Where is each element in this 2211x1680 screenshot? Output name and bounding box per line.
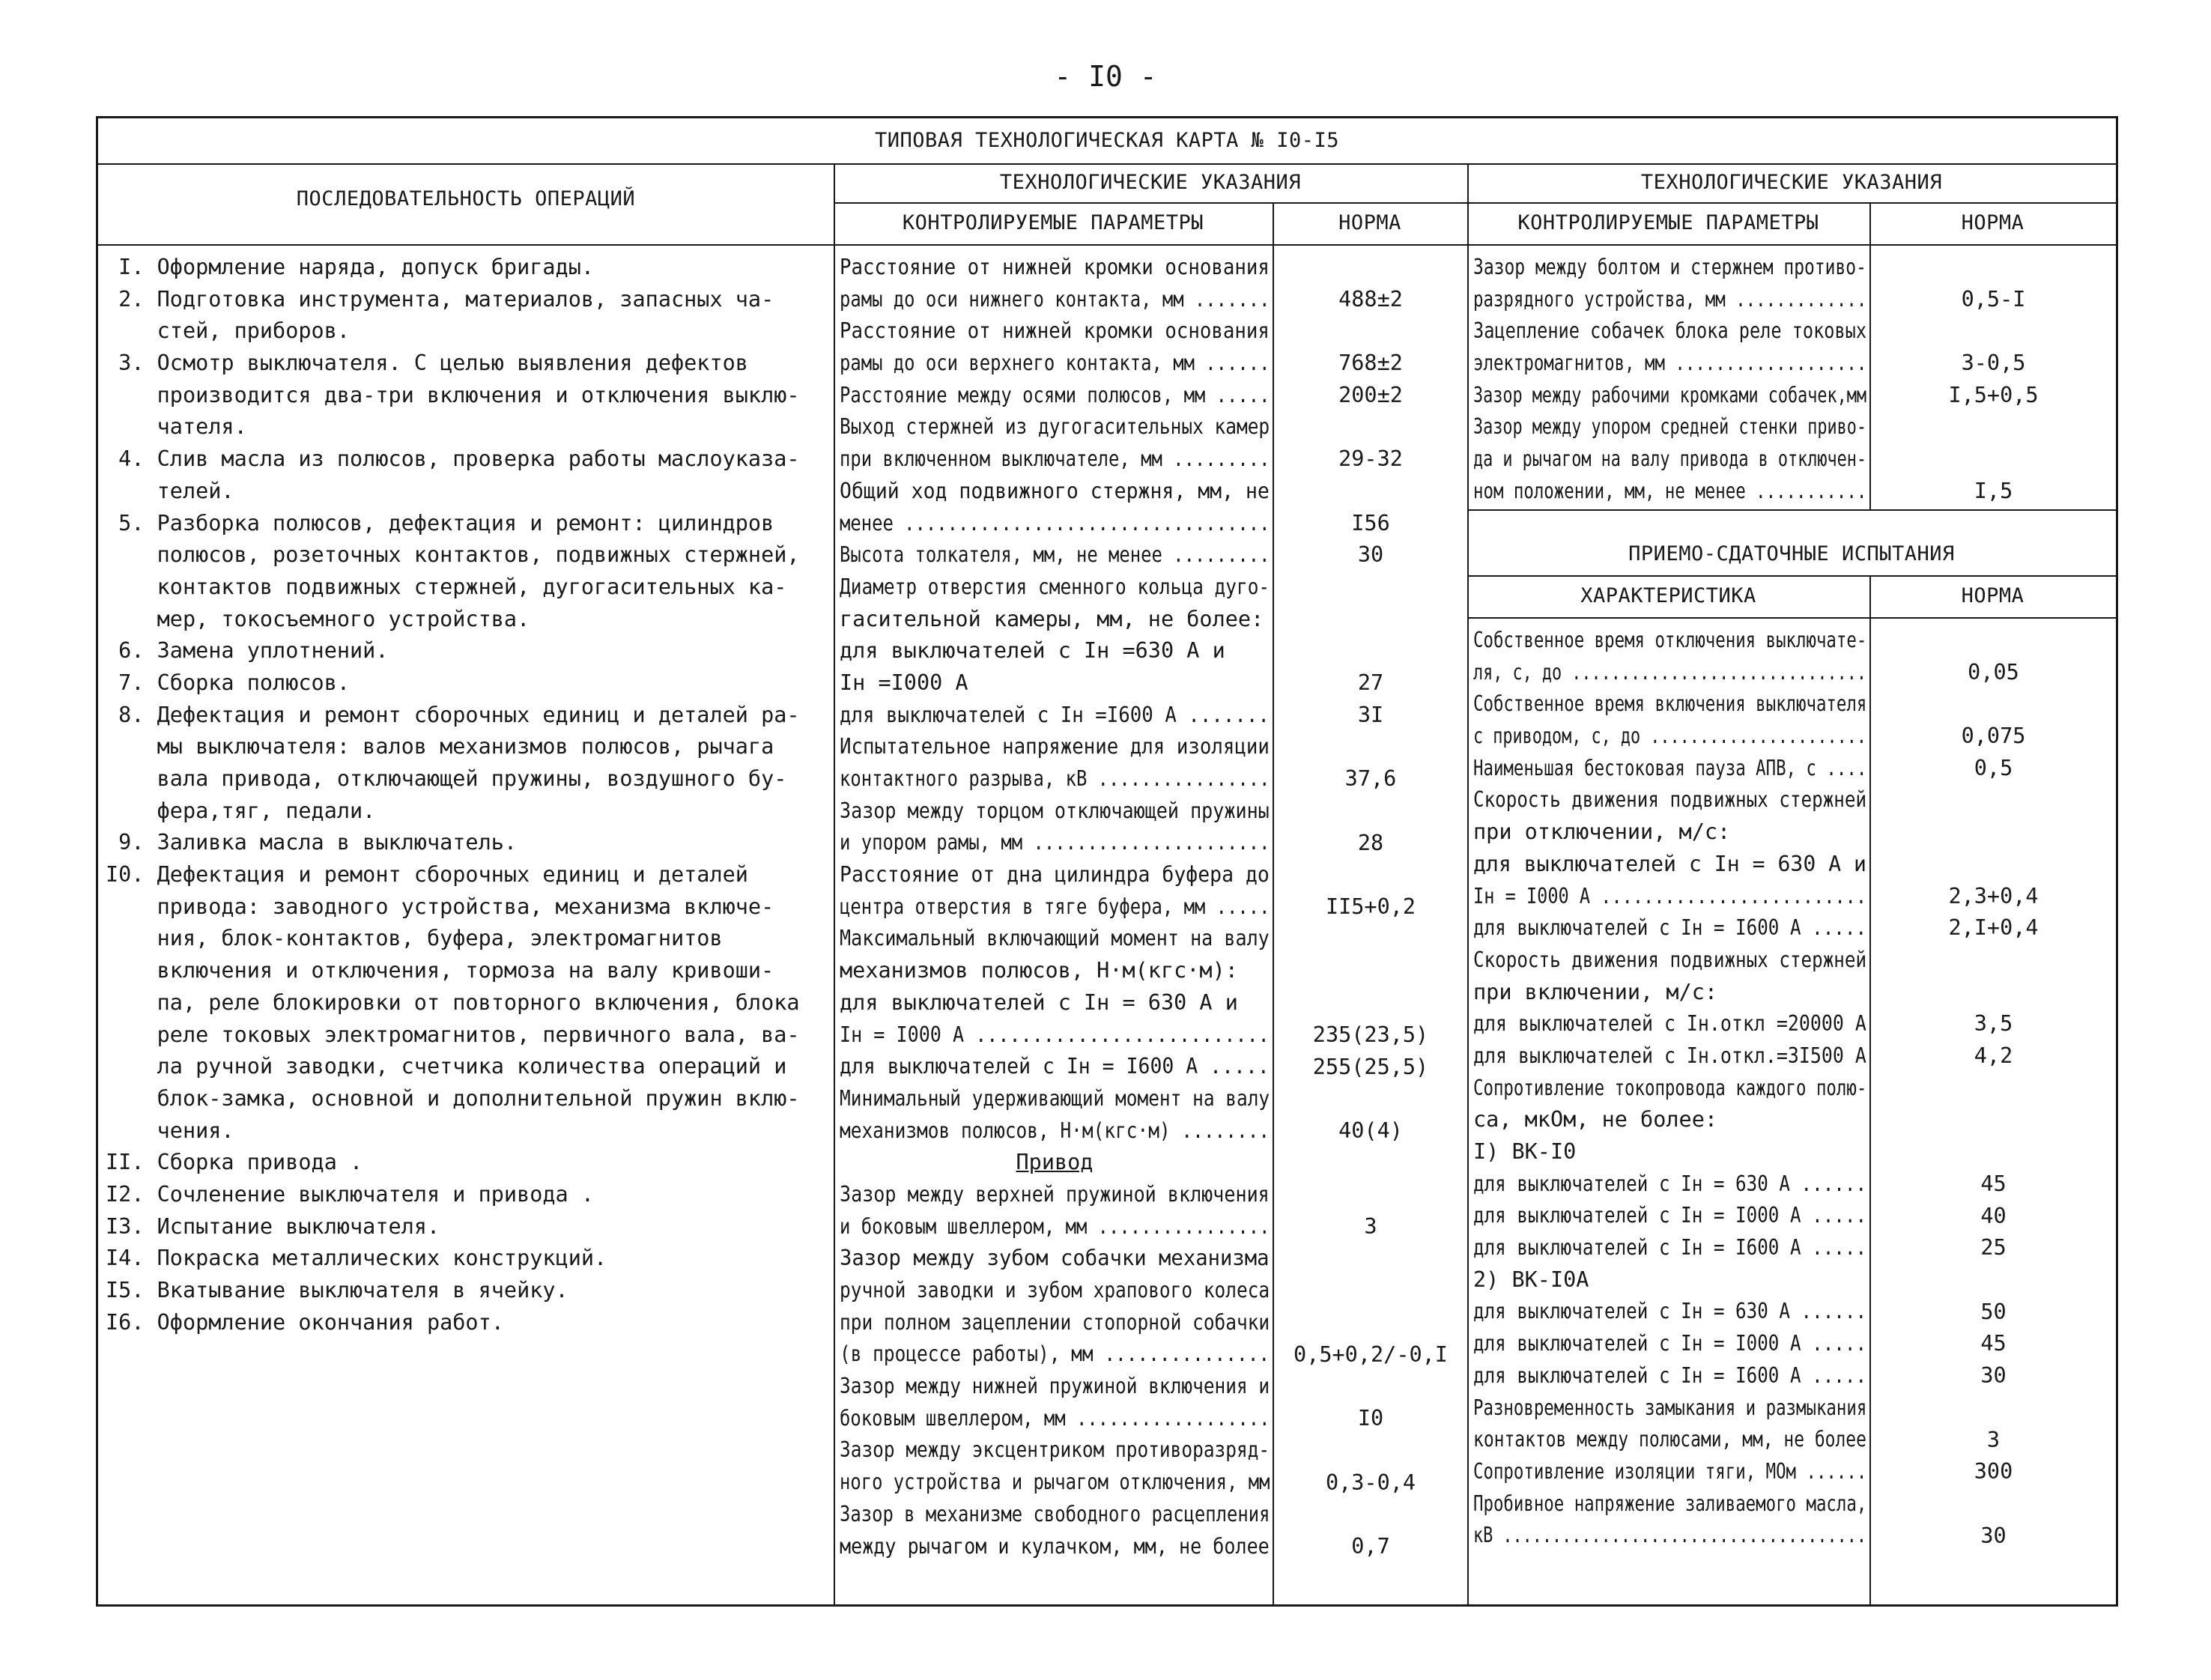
param-text-content: Испытательное напряжение для изоляции (840, 734, 1270, 759)
param-text-content: при включении, м/с: (1473, 979, 1718, 1004)
rule-tests-header-bottom (1467, 617, 2116, 619)
param-text (840, 315, 1270, 348)
rule-subheader-top (834, 202, 2116, 204)
header-tech-instructions-right: ТЕХНОЛОГИЧЕСКИЕ УКАЗАНИЯ (1640, 171, 1943, 194)
param-text-content: для выключателей с Iн =630 А и (840, 638, 1225, 664)
operation-line: I5. Вкатывание выключателя в ячейку. (106, 1278, 568, 1303)
operation-line: I6. Оформление окончания работ. (106, 1309, 504, 1335)
param-norm: 27 (1357, 670, 1384, 696)
param-text (1473, 315, 1866, 348)
operation-line: блок-замка, основной и дополнительной пружин вклю- (106, 1085, 800, 1111)
header-controlled-params-right: КОНТРОЛИРУЕМЫЕ ПАРАМЕТРЫ (1517, 211, 1819, 234)
param-text-content: Зацепление собачек блока реле токовых (1473, 318, 1867, 344)
param-text-content: ля, с, до .............................. (1473, 659, 1867, 685)
operation-line: фера,тяг, педали. (106, 798, 376, 823)
param-norm: 4,2 (1974, 1043, 2013, 1069)
params-left-list (840, 252, 1270, 1562)
param-text (840, 1083, 1270, 1115)
param-text-content: Сопротивление изоляции тяги, МОм ...... (1473, 1458, 1867, 1484)
param-text (1473, 1328, 1866, 1360)
param-text-content: Iн = I000 А .......................... (840, 1022, 1270, 1047)
param-text-content: для выключателей с Iн = I000 А ..... (1473, 1203, 1867, 1228)
param-text-content: Максимальный включающий момент на валу (840, 926, 1270, 951)
param-text (1473, 816, 1866, 849)
param-text-content: для выключателей с Iн = 630 А ...... (1473, 1299, 1867, 1324)
param-norm: 200±2 (1338, 382, 1403, 407)
param-text (840, 604, 1270, 636)
param-text (840, 284, 1270, 316)
param-text (1473, 657, 1866, 689)
param-text (1473, 1392, 1866, 1425)
rule-col-norm-left (1273, 202, 1274, 1606)
param-norm: 30 (1980, 1523, 2007, 1548)
param-text (840, 859, 1270, 891)
param-text-content: гасительной камеры, мм, не более: (840, 606, 1264, 631)
param-text-content: при полном зацеплении стопорной собачки (840, 1309, 1270, 1335)
param-text-content: для выключателей с Iн = I600 А ..... (1473, 1362, 1867, 1388)
param-text (840, 508, 1270, 540)
param-text (1473, 1488, 1866, 1520)
tests-list (1473, 625, 1866, 1552)
param-text (1473, 1168, 1866, 1201)
param-text-content: I) ВК-I0 (1473, 1139, 1577, 1164)
param-text (1473, 849, 1866, 881)
param-norm: 3I (1357, 702, 1384, 727)
operation-line: 7. Сборка полюсов. (106, 670, 351, 695)
param-norm: 40(4) (1338, 1118, 1403, 1143)
param-norm: 768±2 (1338, 351, 1403, 376)
operation-line: ния, блок-контактов, буфера, электромагнитов (106, 926, 723, 951)
operation-line: стей, приборов. (106, 318, 351, 344)
operation-line: па, реле блокировки от повторного включения, блока (106, 989, 800, 1015)
param-norm: 3,5 (1974, 1011, 2013, 1037)
param-norm: 2,3+0,4 (1948, 883, 2039, 909)
header-controlled-params-left: КОНТРОЛИРУЕМЫЕ ПАРАМЕТРЫ (902, 211, 1204, 234)
param-norm: 50 (1980, 1299, 2007, 1324)
header-acceptance-tests: ПРИЕМО-СДАТОЧНЫЕ ИСПЫТАНИЯ (1628, 542, 1955, 565)
param-text-content: для выключателей с Iн = I600 А ..... (840, 1054, 1270, 1079)
param-text (1473, 476, 1866, 508)
operation-line: чения. (106, 1118, 234, 1143)
param-text-content: Зазор в механизме свободного расцепления (840, 1501, 1270, 1526)
param-norm: 30 (1357, 542, 1384, 568)
param-text (840, 667, 1270, 700)
param-norm: 40 (1980, 1203, 2007, 1228)
param-norm: 255(25,5) (1312, 1054, 1429, 1079)
param-norm: I0 (1357, 1406, 1384, 1431)
param-text-content: Минимальный удерживающий момент на валу (840, 1085, 1270, 1111)
param-text (1473, 1232, 1866, 1264)
param-text-content: Iн = I000 А ......................... (1473, 883, 1867, 909)
param-text (840, 1179, 1270, 1211)
operation-line: полюсов, розеточных контактов, подвижных стержней, (106, 542, 800, 568)
header-norm-tests: НОРМА (1961, 584, 2025, 607)
param-text (840, 987, 1270, 1019)
param-norm: 3 (1364, 1214, 1377, 1239)
param-text-content: Высота толкателя, мм, не менее ......... (840, 542, 1270, 568)
operation-line: 9. Заливка масла в выключатель. (106, 830, 518, 855)
param-text (1473, 625, 1866, 657)
param-text-content: электромагнитов, мм ................... (1473, 351, 1867, 376)
param-text (1473, 977, 1866, 1009)
param-norm: 0,075 (1961, 724, 2026, 749)
param-text-content: Расстояние от нижней кромки основания (840, 318, 1270, 344)
param-text (840, 1467, 1270, 1499)
param-text-content: при включенном выключателе, мм ......... (840, 446, 1270, 472)
param-norm: 45 (1980, 1331, 2007, 1356)
param-norm: I,5+0,5 (1948, 382, 2039, 407)
operation-line: 6. Замена уплотнений. (106, 638, 389, 664)
param-text (840, 1115, 1270, 1147)
param-text (1473, 284, 1866, 316)
param-text (840, 1371, 1270, 1403)
operation-line: I4. Покраска металлических конструкций. (106, 1246, 607, 1271)
param-text-content: Зазор между торцом отключающей пружины (840, 798, 1270, 823)
operation-line: вала привода, отключающей пружины, воздушного бу- (106, 766, 787, 791)
param-text-content: Зазор между эксцентриком противоразряд- (840, 1437, 1270, 1463)
param-norm: 0,5+0,2/-0,I (1293, 1341, 1448, 1367)
param-text-content: рамы до оси верхнего контакта, мм ...... (840, 351, 1270, 376)
param-text (840, 1403, 1270, 1435)
param-text (1473, 1360, 1866, 1392)
param-text-content: Выход стержней из дугогасительных камер (840, 414, 1270, 440)
param-text (840, 795, 1270, 828)
param-norm: 0,3-0,4 (1325, 1470, 1416, 1495)
param-text-content: ном положении, мм, не менее ........... (1473, 478, 1867, 503)
param-text-content: и боковым швеллером, мм ................ (840, 1213, 1270, 1239)
operation-line: контактов подвижных стержней, дугогасительных ка- (106, 574, 787, 599)
param-text (1473, 1136, 1866, 1168)
param-text-content: да и рычагом на валу привода в отключен- (1473, 446, 1867, 472)
param-text (840, 380, 1270, 412)
param-text (840, 763, 1270, 795)
param-text (1473, 1008, 1866, 1040)
param-norm: 235(23,5) (1312, 1022, 1429, 1047)
param-norm: 2,I+0,4 (1948, 915, 2039, 941)
param-text-content: Расстояние от дна цилиндра буфера до (840, 862, 1270, 888)
rule-header-bottom (98, 244, 2116, 246)
param-text-content: Зазор между зубом собачки механизма (840, 1246, 1270, 1271)
param-text (840, 923, 1270, 955)
operation-line: 2. Подготовка инструмента, материалов, запасных ча- (106, 286, 774, 312)
param-norm: II5+0,2 (1325, 894, 1416, 919)
card-title: ТИПОВАЯ ТЕХНОЛОГИЧЕСКАЯ КАРТА № I0-I5 (875, 129, 1339, 152)
operation-line: 3. Осмотр выключателя. С целью выявления дефектов (106, 351, 748, 376)
param-text-content: контактов между полюсами, мм, не более (1473, 1427, 1866, 1452)
param-norm: I56 (1351, 510, 1390, 536)
param-text-content: Скорость движения подвижных стержней (1473, 787, 1867, 813)
param-norm: 488±2 (1338, 286, 1403, 312)
param-text-content: Общий ход подвижного стержня, мм, не (840, 478, 1270, 503)
param-text-content: Зазор между рабочими кромками собачек,мм (1473, 382, 1867, 407)
param-norm: 3 (1986, 1427, 2001, 1452)
param-text-content: с приводом, с, до ...................... (1473, 724, 1867, 749)
param-text-content: ручной заводки и зубом храпового колеса (840, 1278, 1270, 1303)
param-text-content: Разновременность замыкания и размыкания (1473, 1395, 1867, 1420)
param-norm: 28 (1357, 830, 1384, 855)
param-text (840, 1499, 1270, 1531)
param-text (1473, 784, 1866, 816)
param-text-content: Расстояние между осями полюсов, мм ..... (840, 382, 1270, 407)
param-text-content: для выключателей с Iн = 630 А и (840, 989, 1238, 1015)
header-tech-instructions-left: ТЕХНОЛОГИЧЕСКИЕ УКАЗАНИЯ (999, 171, 1302, 194)
param-text-content: для выключателей с Iн =I600 А ....... (840, 702, 1270, 727)
param-norm: I,5 (1974, 478, 2013, 503)
param-text (840, 635, 1270, 667)
param-text (840, 1434, 1270, 1467)
rule-right-block-bottom (1467, 509, 2116, 511)
param-text (840, 1147, 1270, 1179)
param-text-content: са, мкОм, не более: (1473, 1107, 1718, 1132)
param-text (1473, 881, 1866, 913)
technological-card (96, 116, 2118, 1607)
param-text-content: между рычагом и кулачком, мм, не более (840, 1533, 1270, 1559)
operation-line: мер, токосъемного устройства. (106, 606, 530, 631)
header-characteristic: ХАРАКТЕРИСТИКА (1580, 584, 1756, 607)
param-text (1473, 380, 1866, 412)
param-text-content: (в процессе работы), мм ............... (840, 1341, 1270, 1367)
operation-line: привода: заводного устройства, механизма включе- (106, 894, 774, 919)
param-text-content: Расстояние от нижней кромки основания (840, 255, 1270, 279)
param-text (840, 348, 1270, 380)
param-text (1473, 1040, 1866, 1073)
param-text (1473, 411, 1866, 443)
param-text-content: менее .................................. (840, 510, 1270, 536)
param-text (1473, 348, 1866, 380)
param-norm: 29-32 (1338, 446, 1403, 472)
param-text-content: для выключателей с Iн = I600 А ..... (1473, 1235, 1867, 1261)
rule-tests-title-bottom (1467, 575, 2116, 577)
param-norm: 37,6 (1344, 766, 1397, 792)
rule-col-norm-tests (1869, 575, 1871, 1606)
param-text-content: боковым швеллером, мм .................. (840, 1405, 1270, 1431)
operation-line: мы выключателя: валов механизмов полюсов, рычага (106, 734, 774, 759)
param-text-content: рамы до оси нижнего контакта, мм ....... (840, 286, 1270, 312)
param-text-content: Собственное время включения выключателя (1473, 691, 1867, 717)
param-text-content: Диаметр отверстия сменного кольца дуго- (840, 574, 1270, 599)
param-norm: 0,5-I (1961, 286, 2026, 312)
operation-line: I0. Дефектация и ремонт сборочных единиц и деталей (106, 862, 748, 888)
param-text-content: Собственное время отключения выключате- (1473, 628, 1867, 652)
param-text-content: Зазор между упором средней стенки приво- (1473, 414, 1867, 440)
header-operations: ПОСЛЕДОВАТЕЛЬНОСТЬ ОПЕРАЦИЙ (296, 187, 636, 210)
param-text-content: Зазор между верхней пружиной включения (840, 1181, 1270, 1207)
param-text-content: ного устройства и рычагом отключения, мм (840, 1470, 1270, 1495)
param-text (1473, 944, 1866, 977)
operations-list (106, 252, 829, 1338)
param-text-content: для выключателей с Iн = I000 А ..... (1473, 1331, 1867, 1356)
param-text-content: Привод (1016, 1150, 1094, 1175)
operation-line: производится два-три включения и отключения выклю- (106, 382, 800, 407)
param-text-content: Зазор между нижней пружиной включения и (840, 1374, 1270, 1399)
operation-line: I. Оформление наряда, допуск бригады. (106, 255, 595, 279)
param-text (1473, 721, 1866, 753)
param-norm: 3-0,5 (1961, 351, 2026, 376)
param-text (1473, 912, 1866, 944)
header-norm-left: НОРМА (1338, 211, 1401, 234)
param-text-content: для выключателей с Iн = 630 А ...... (1473, 1171, 1867, 1196)
param-norm: 25 (1980, 1235, 2007, 1261)
param-norm: 0,05 (1968, 659, 2019, 685)
param-text (1473, 443, 1866, 476)
operation-line: I3. Испытание выключателя. (106, 1213, 440, 1239)
param-norm: 0,7 (1351, 1534, 1390, 1559)
param-text (840, 731, 1270, 763)
param-text (840, 827, 1270, 859)
operation-line: чателя. (106, 414, 247, 440)
param-text (840, 1051, 1270, 1083)
param-text-content: 2) ВК-I0А (1473, 1267, 1589, 1292)
param-text (1473, 1200, 1866, 1232)
param-text-content: Наименьшая бестоковая пауза АПВ, с .... (1473, 755, 1867, 780)
param-text (840, 1243, 1270, 1275)
rule-col-operations (834, 163, 835, 1606)
param-text (840, 571, 1270, 604)
param-text (1473, 1520, 1866, 1552)
param-text (1473, 1104, 1866, 1136)
operation-line: 8. Дефектация и ремонт сборочных единиц и деталей ра- (106, 702, 800, 727)
header-norm-right: НОРМА (1961, 211, 2025, 234)
operation-line: включения и отключения, тормоза на валу кривоши- (106, 958, 774, 983)
param-text (840, 700, 1270, 732)
param-text-content: механизмов полюсов, Н·м(кгс·м): (840, 958, 1238, 983)
param-text-content: для выключателей с Iн.откл =20000 А (1473, 1011, 1866, 1037)
param-text (840, 1338, 1270, 1371)
params-right-list (1473, 252, 1866, 508)
operation-line: I2. Сочленение выключателя и привода . (106, 1181, 595, 1207)
operation-line: II. Сборка привода . (106, 1150, 363, 1175)
param-text-content: Скорость движения подвижных стержней (1473, 947, 1867, 972)
param-text-content: контактного разрыва, кВ ................ (840, 766, 1270, 791)
param-text-content: центра отверстия в тяге буфера, мм ..... (840, 894, 1270, 919)
param-norm: 300 (1974, 1459, 2013, 1485)
param-text (840, 1211, 1270, 1243)
param-text (840, 1531, 1270, 1563)
param-text-content: Зазор между болтом и стержнем противо- (1473, 255, 1866, 279)
param-text (1473, 1424, 1866, 1456)
param-text-content: Сопротивление токопровода каждого полю- (1473, 1075, 1867, 1100)
param-text (1473, 753, 1866, 785)
param-text (1473, 252, 1866, 284)
rule-col-norm-right (1869, 202, 1871, 509)
param-text (840, 1275, 1270, 1307)
param-text (840, 443, 1270, 476)
param-text (1473, 1264, 1866, 1297)
param-text-content: механизмов полюсов, Н·м(кгс·м) ........ (840, 1118, 1270, 1143)
operation-line: 4. Слив масла из полюсов, проверка работы маслоуказа- (106, 446, 800, 472)
param-text (840, 1307, 1270, 1339)
param-text-content: кВ ..................................... (1473, 1523, 1867, 1548)
rule-title-bottom (98, 163, 2116, 165)
param-text (840, 539, 1270, 571)
param-text-content: для выключателей с Iн.откл.=3I500 А (1473, 1043, 1866, 1068)
param-text-content: для выключателей с Iн = I600 А ..... (1473, 915, 1867, 941)
operation-line: телей. (106, 478, 234, 503)
param-text-content: для выключателей с Iн = 630 А и (1473, 851, 1867, 876)
operation-line: ла ручной заводки, счетчика количества операций и (106, 1054, 787, 1079)
param-text (840, 476, 1270, 508)
param-text-content: и упором рамы, мм ...................... (840, 830, 1270, 855)
param-text (1473, 688, 1866, 721)
param-norm: 30 (1980, 1363, 2007, 1389)
param-text-content: Iн =I000 А (840, 670, 968, 695)
param-text (840, 1019, 1270, 1052)
rule-col-params-right (1467, 163, 1469, 1606)
param-text-content: Пробивное напряжение заливаемого масла, (1473, 1491, 1867, 1516)
param-text (840, 955, 1270, 987)
param-text (840, 891, 1270, 924)
param-text-content: при отключении, м/с: (1473, 819, 1731, 845)
param-text (1473, 1456, 1866, 1488)
param-text (840, 252, 1270, 284)
page-number: - I0 - (1054, 60, 1157, 93)
param-norm: 0,5 (1974, 755, 2013, 780)
operation-line: реле токовых электромагнитов, первичного вала, ва- (106, 1022, 800, 1047)
param-text (840, 411, 1270, 443)
param-text-content: разрядного устройства, мм ............. (1473, 286, 1867, 312)
param-text (1473, 1296, 1866, 1328)
operation-line: 5. Разборка полюсов, дефектация и ремонт: цилиндров (106, 510, 774, 536)
param-text (1473, 1073, 1866, 1105)
param-norm: 45 (1980, 1171, 2007, 1196)
